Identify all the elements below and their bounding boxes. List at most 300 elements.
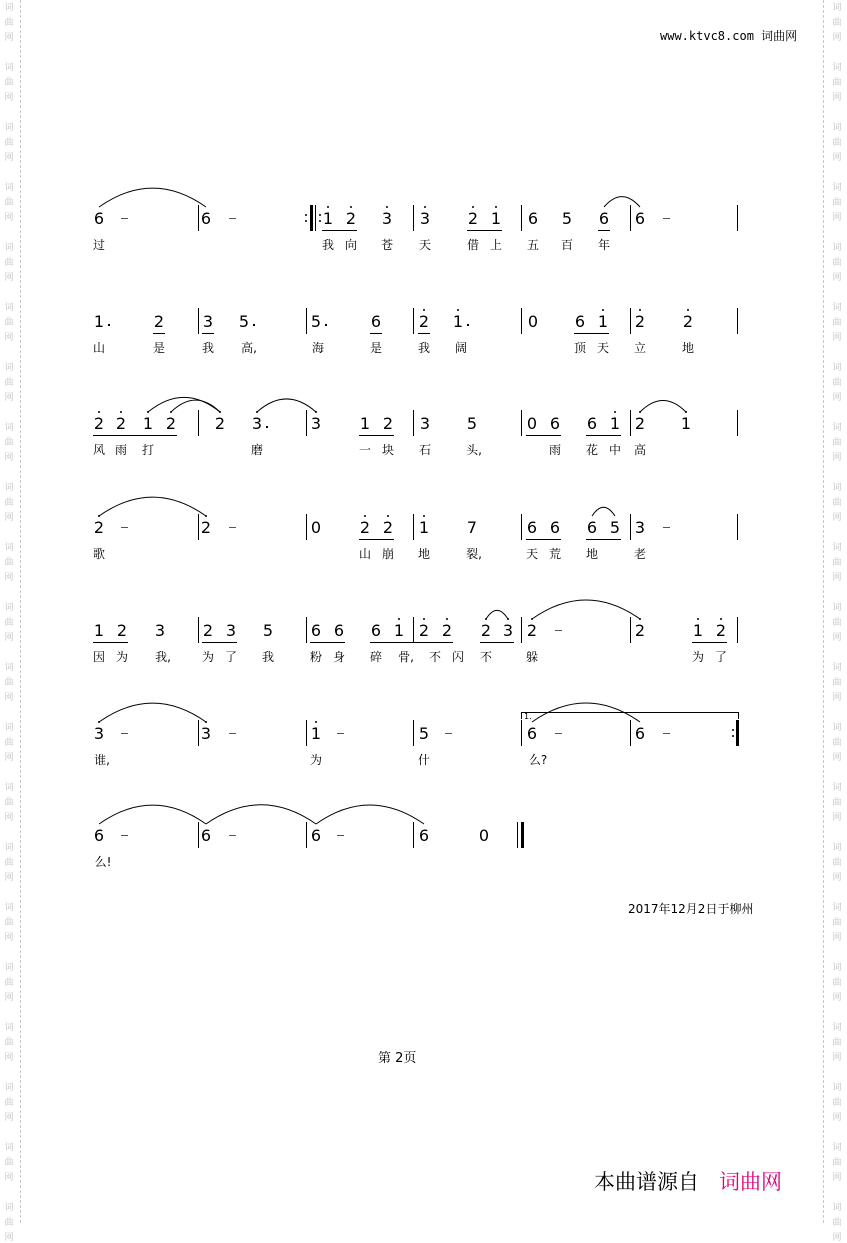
note: 6	[370, 312, 382, 331]
barline	[413, 720, 414, 746]
score-row	[0, 308, 847, 388]
watermark-glyph: 曲	[4, 978, 14, 988]
note: 3	[202, 312, 214, 331]
note: 2	[93, 518, 105, 537]
barline	[521, 514, 522, 540]
watermark-glyph: 词	[4, 1143, 14, 1153]
lyric-syllable: 因	[92, 650, 106, 664]
watermark-glyph: 网	[4, 1113, 14, 1123]
high-octave-dot	[205, 721, 207, 723]
score-row	[0, 617, 847, 697]
eighth-beam	[202, 642, 237, 643]
note: 3	[93, 724, 105, 743]
note: 1	[692, 621, 704, 640]
watermark-glyph: 网	[4, 93, 14, 103]
watermark-glyph: 网	[832, 93, 842, 103]
note: 2	[359, 518, 371, 537]
note: 1	[490, 209, 502, 228]
barline	[521, 720, 522, 746]
note: 3	[419, 209, 431, 228]
watermark-glyph: 网	[4, 933, 14, 943]
watermark-glyph: 词	[4, 663, 14, 673]
note: 1	[609, 414, 621, 433]
augmentation-dot	[266, 426, 268, 428]
note: 1	[680, 414, 692, 433]
high-octave-dot	[256, 411, 258, 413]
sustain-dash	[337, 733, 344, 734]
high-octave-dot	[219, 411, 221, 413]
watermark-glyph: 词	[4, 3, 14, 13]
eighth-beam	[202, 333, 214, 334]
lyric-syllable: 地	[417, 547, 431, 561]
barline	[521, 410, 522, 436]
lyric-syllable: 苍	[380, 238, 394, 252]
note: 0	[526, 414, 538, 433]
eighth-beam	[359, 539, 394, 540]
barline	[198, 410, 199, 436]
watermark-glyph: 词	[4, 963, 14, 973]
watermark-glyph: 网	[4, 153, 14, 163]
page-number: 第 2页	[378, 1051, 417, 1066]
watermark-glyph: 曲	[4, 1098, 14, 1108]
lyric-syllable: 躲	[525, 650, 539, 664]
lyric-syllable: 我	[261, 650, 275, 664]
lyric-syllable: 海	[311, 341, 325, 355]
slur	[206, 805, 316, 824]
watermark-glyph: 词	[4, 63, 14, 73]
high-octave-dot	[639, 309, 641, 311]
source-credit	[594, 1166, 782, 1196]
barline	[737, 308, 738, 334]
high-octave-dot	[614, 411, 616, 413]
sustain-dash	[121, 835, 128, 836]
final-thin-bar	[517, 822, 518, 848]
watermark-glyph: 词	[832, 1023, 842, 1033]
watermark-glyph: 曲	[4, 918, 14, 928]
note: 6	[310, 826, 322, 845]
high-octave-dot	[602, 309, 604, 311]
lyric-syllable: 身	[332, 650, 346, 664]
watermark-glyph: 曲	[832, 858, 842, 868]
repeat-end-bar	[736, 720, 739, 746]
lyric-syllable: 我	[321, 238, 335, 252]
watermark-glyph: 网	[832, 513, 842, 523]
high-octave-dot	[120, 411, 122, 413]
lyric-syllable: 是	[152, 341, 166, 355]
barline	[630, 720, 631, 746]
high-octave-dot	[720, 618, 722, 620]
note: 1	[322, 209, 334, 228]
volta-label: 1.	[524, 712, 532, 721]
watermark-glyph: 网	[832, 633, 842, 643]
watermark-glyph: 网	[832, 213, 842, 223]
slur	[257, 399, 316, 412]
high-octave-dot	[423, 309, 425, 311]
high-octave-dot	[446, 618, 448, 620]
eighth-beam	[153, 333, 165, 334]
note: 0	[478, 826, 490, 845]
lyric-syllable: 上	[489, 238, 503, 252]
lyric-syllable: 高,	[241, 341, 257, 355]
note: 1	[418, 518, 430, 537]
watermark-glyph: 曲	[4, 378, 14, 388]
note: 5	[310, 312, 322, 331]
watermark-glyph: 曲	[4, 558, 14, 568]
watermark-glyph: 网	[832, 873, 842, 883]
slur	[486, 610, 508, 619]
watermark-glyph: 词	[832, 963, 842, 973]
lyric-syllable: 立	[633, 341, 647, 355]
sustain-dash	[229, 527, 236, 528]
watermark-glyph: 网	[4, 753, 14, 763]
watermark-glyph: 网	[4, 1053, 14, 1063]
note: 2	[634, 414, 646, 433]
note: 2	[165, 414, 177, 433]
watermark-glyph: 词	[4, 903, 14, 913]
note: 3	[200, 724, 212, 743]
site-header[interactable]	[660, 27, 797, 44]
watermark-glyph: 曲	[4, 138, 14, 148]
lyric-syllable: 一	[358, 443, 372, 457]
note: 2	[345, 209, 357, 228]
barline	[306, 617, 307, 643]
watermark-glyph: 曲	[832, 558, 842, 568]
watermark-glyph: 曲	[4, 1038, 14, 1048]
slur	[592, 507, 615, 516]
repeat-start-thick-bar	[310, 205, 313, 231]
lyric-syllable: 我	[417, 341, 431, 355]
note: 5	[609, 518, 621, 537]
watermark-glyph: 词	[832, 1143, 842, 1153]
watermark-glyph: 网	[4, 693, 14, 703]
watermark-glyph: 词	[4, 1023, 14, 1033]
watermark-glyph: 词	[832, 423, 842, 433]
note: 2	[214, 414, 226, 433]
sustain-dash	[663, 733, 670, 734]
note: 5	[561, 209, 573, 228]
watermark-glyph: 网	[4, 273, 14, 283]
high-octave-dot	[327, 206, 329, 208]
barline	[737, 514, 738, 540]
high-octave-dot	[364, 515, 366, 517]
note: 2	[115, 414, 127, 433]
note: 2	[682, 312, 694, 331]
watermark-glyph: 词	[4, 243, 14, 253]
watermark-glyph: 词	[832, 363, 842, 373]
watermark-glyph: 网	[832, 1173, 842, 1183]
high-octave-dot	[457, 309, 459, 311]
note: 2	[418, 312, 430, 331]
note: 6	[549, 414, 561, 433]
high-octave-dot	[98, 515, 100, 517]
note: 6	[333, 621, 345, 640]
barline	[198, 617, 199, 643]
barline	[198, 308, 199, 334]
watermark-glyph: 网	[832, 813, 842, 823]
note: 0	[310, 518, 322, 537]
slur	[99, 703, 206, 722]
lyric-syllable: 什	[417, 753, 431, 767]
note: 2	[93, 414, 105, 433]
repeat-dot	[305, 214, 307, 216]
lyric-syllable: 雨	[548, 443, 562, 457]
note: 5	[466, 414, 478, 433]
watermark-glyph: 网	[4, 993, 14, 1003]
high-octave-dot	[531, 618, 533, 620]
watermark-glyph: 曲	[4, 258, 14, 268]
note: 3	[502, 621, 514, 640]
high-octave-dot	[423, 515, 425, 517]
watermark-glyph: 网	[4, 1233, 14, 1243]
barline	[521, 308, 522, 334]
barline	[630, 308, 631, 334]
slur	[316, 805, 424, 824]
high-octave-dot	[315, 721, 317, 723]
lyric-syllable: 不	[428, 650, 442, 664]
high-octave-dot	[424, 206, 426, 208]
watermark-glyph: 曲	[832, 918, 842, 928]
watermark-glyph: 曲	[832, 258, 842, 268]
repeat-dot	[732, 729, 734, 731]
barline	[198, 822, 199, 848]
watermark-glyph: 曲	[832, 498, 842, 508]
note: 6	[93, 826, 105, 845]
watermark-glyph: 网	[832, 573, 842, 583]
watermark-glyph: 词	[832, 783, 842, 793]
augmentation-dot	[253, 324, 255, 326]
note: 0	[527, 312, 539, 331]
slur	[532, 600, 640, 619]
sustain-dash	[229, 733, 236, 734]
watermark-glyph: 词	[832, 663, 842, 673]
repeat-dot	[305, 220, 307, 222]
watermark-glyph: 网	[4, 213, 14, 223]
note: 3	[225, 621, 237, 640]
barline	[413, 410, 414, 436]
lyric-syllable: 粉	[309, 650, 323, 664]
lyric-syllable: 阔	[454, 341, 468, 355]
note: 3	[634, 518, 646, 537]
lyric-syllable: 么!	[94, 855, 112, 869]
high-octave-dot	[639, 411, 641, 413]
watermark-glyph: 词	[4, 483, 14, 493]
watermark-glyph: 曲	[832, 198, 842, 208]
lyric-syllable: 骨,	[398, 650, 414, 664]
barline	[521, 205, 522, 231]
lyric-syllable: 谁,	[94, 753, 110, 767]
watermark-glyph: 词	[832, 63, 842, 73]
repeat-start-thin-bar	[315, 205, 316, 231]
note: 1	[310, 724, 322, 743]
note: 2	[634, 312, 646, 331]
watermark-glyph: 词	[4, 123, 14, 133]
watermark-glyph: 曲	[832, 318, 842, 328]
lyric-syllable: 花	[585, 443, 599, 457]
watermark-glyph: 词	[4, 603, 14, 613]
watermark-glyph: 网	[4, 33, 14, 43]
watermark-glyph: 曲	[4, 738, 14, 748]
note: 1	[597, 312, 609, 331]
lyric-syllable: 裂,	[466, 547, 482, 561]
high-octave-dot	[315, 411, 317, 413]
note: 1	[142, 414, 154, 433]
eighth-beam	[598, 230, 610, 231]
barline	[413, 308, 414, 334]
lyric-syllable: 崩	[381, 547, 395, 561]
note: 3	[154, 621, 166, 640]
lyric-syllable: 石	[418, 443, 432, 457]
watermark-glyph: 词	[4, 783, 14, 793]
score-row	[0, 205, 847, 285]
site-name: 词曲网	[761, 29, 798, 43]
watermark-glyph: 曲	[4, 318, 14, 328]
barline	[413, 205, 414, 231]
lyric-syllable: 天	[418, 238, 432, 252]
note: 6	[586, 518, 598, 537]
lyric-syllable: 向	[344, 238, 358, 252]
note: 2	[200, 518, 212, 537]
watermark-glyph: 词	[4, 183, 14, 193]
watermark-glyph: 网	[832, 1053, 842, 1063]
eighth-beam	[480, 642, 514, 643]
lyric-syllable: 山	[358, 547, 372, 561]
note: 6	[418, 826, 430, 845]
sustain-dash	[121, 218, 128, 219]
note: 6	[200, 209, 212, 228]
barline	[198, 205, 199, 231]
note: 6	[526, 724, 538, 743]
watermark-glyph: 曲	[4, 198, 14, 208]
watermark-glyph: 网	[832, 453, 842, 463]
lyric-syllable: 了	[224, 650, 238, 664]
watermark-glyph: 词	[832, 723, 842, 733]
watermark-glyph: 词	[4, 543, 14, 553]
watermark-glyph: 网	[4, 1173, 14, 1183]
lyric-syllable: 山	[92, 341, 106, 355]
note: 1	[452, 312, 464, 331]
repeat-dot	[319, 220, 321, 222]
high-octave-dot	[687, 309, 689, 311]
watermark-glyph: 词	[832, 303, 842, 313]
note: 6	[634, 209, 646, 228]
note: 2	[480, 621, 492, 640]
watermark-glyph: 曲	[832, 1038, 842, 1048]
watermark-glyph: 网	[832, 273, 842, 283]
watermark-glyph: 曲	[832, 978, 842, 988]
eighth-beam	[526, 539, 561, 540]
lyric-syllable: 荒	[548, 547, 562, 561]
watermark-glyph: 网	[4, 513, 14, 523]
lyric-syllable: 是	[369, 341, 383, 355]
watermark-glyph: 曲	[4, 498, 14, 508]
eighth-beam	[586, 435, 621, 436]
lyric-syllable: 天	[596, 341, 610, 355]
eighth-beam	[310, 642, 345, 643]
lyric-syllable: 我,	[155, 650, 171, 664]
eighth-beam	[93, 642, 128, 643]
source-label: 本曲谱源自	[594, 1170, 699, 1194]
watermark-glyph: 曲	[832, 1098, 842, 1108]
score-row	[0, 410, 847, 490]
source-brand[interactable]: 词曲网	[719, 1170, 782, 1194]
barline	[630, 514, 631, 540]
high-octave-dot	[98, 721, 100, 723]
note: 3	[419, 414, 431, 433]
site-url[interactable]: www.ktvc8.com	[660, 29, 754, 43]
watermark-glyph: 词	[4, 1203, 14, 1213]
note: 1	[393, 621, 405, 640]
note: 1	[359, 414, 371, 433]
eighth-beam	[467, 230, 502, 231]
barline	[630, 205, 631, 231]
slur	[99, 497, 206, 516]
note: 2	[715, 621, 727, 640]
watermark-glyph: 网	[4, 873, 14, 883]
barline	[737, 205, 738, 231]
high-octave-dot	[98, 411, 100, 413]
watermark-glyph: 曲	[832, 678, 842, 688]
lyric-syllable: 头,	[466, 443, 482, 457]
watermark-glyph: 词	[832, 123, 842, 133]
sustain-dash	[229, 835, 236, 836]
watermark-glyph: 网	[832, 1233, 842, 1243]
watermark-glyph: 曲	[4, 18, 14, 28]
high-octave-dot	[147, 411, 149, 413]
watermark-glyph: 词	[4, 363, 14, 373]
watermark-glyph: 网	[4, 453, 14, 463]
repeat-dot	[319, 214, 321, 216]
high-octave-dot	[423, 618, 425, 620]
note: 2	[467, 209, 479, 228]
watermark-glyph: 曲	[832, 18, 842, 28]
watermark-glyph: 网	[832, 993, 842, 1003]
note: 6	[310, 621, 322, 640]
barline	[413, 617, 414, 643]
barline	[198, 720, 199, 746]
watermark-glyph: 曲	[832, 438, 842, 448]
sustain-dash	[663, 218, 670, 219]
watermark-glyph: 词	[832, 483, 842, 493]
barline	[306, 308, 307, 334]
sustain-dash	[555, 630, 562, 631]
note: 6	[586, 414, 598, 433]
augmentation-dot	[108, 324, 110, 326]
note: 3	[310, 414, 322, 433]
note: 1	[93, 621, 105, 640]
lyric-syllable: 块	[381, 443, 395, 457]
watermark-glyph: 词	[832, 183, 842, 193]
eighth-beam	[526, 435, 561, 436]
note: 6	[549, 518, 561, 537]
sustain-dash	[555, 733, 562, 734]
watermark-glyph: 网	[4, 393, 14, 403]
barline	[198, 514, 199, 540]
note: 2	[382, 414, 394, 433]
watermark-glyph: 词	[832, 603, 842, 613]
volta-bracket	[521, 712, 739, 719]
repeat-dot	[732, 735, 734, 737]
high-octave-dot	[386, 206, 388, 208]
note: 6	[93, 209, 105, 228]
lyric-syllable: 借	[466, 238, 480, 252]
watermark-glyph: 词	[4, 723, 14, 733]
note: 2	[441, 621, 453, 640]
sustain-dash	[229, 218, 236, 219]
note: 6	[574, 312, 586, 331]
lyric-syllable: 碎	[369, 650, 383, 664]
lyric-syllable: 老	[633, 547, 647, 561]
high-octave-dot	[639, 618, 641, 620]
